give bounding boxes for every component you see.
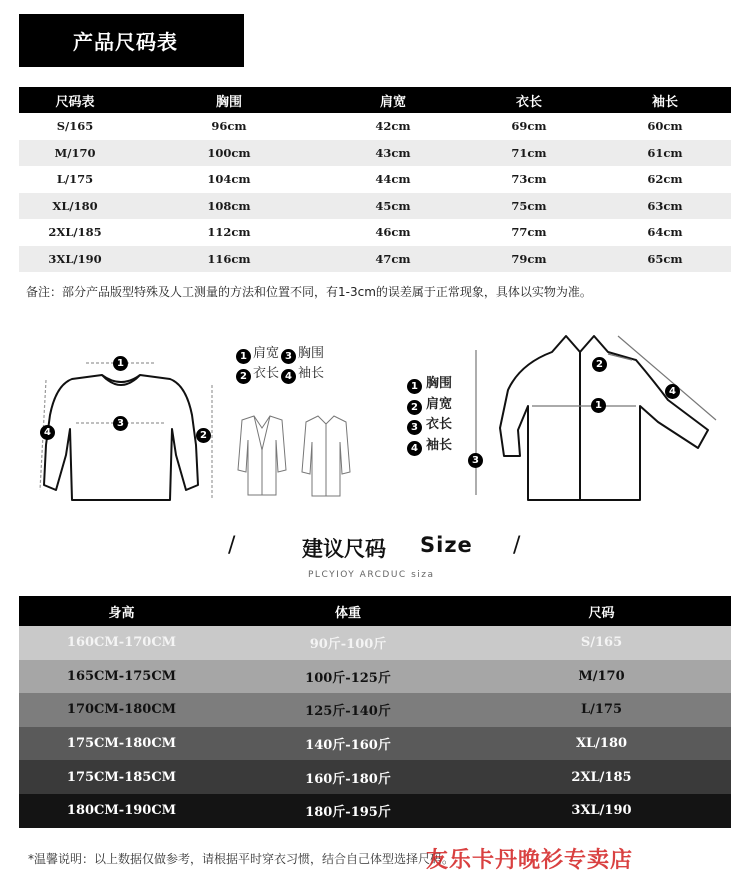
table-row <box>19 660 731 694</box>
cell-length: 79cm <box>511 251 547 266</box>
cell-size: 3XL/190 <box>571 803 632 819</box>
cell-weight: 180斤-195斤 <box>305 805 391 821</box>
page-title: 产品尺码表 <box>19 14 244 67</box>
cell-weight: 140斤-160斤 <box>305 738 391 754</box>
legend-label: 胸围 <box>298 346 325 361</box>
legend-label: 肩宽 <box>253 346 280 361</box>
cell-size: L/175 <box>580 702 623 718</box>
cell-sleeve: 63cm <box>647 198 683 213</box>
measure-legend-left <box>236 344 324 384</box>
table-row <box>19 727 731 761</box>
cell-weight: 90斤-100斤 <box>309 637 387 653</box>
legend-num-icon: 3 <box>407 420 422 435</box>
legend-num-icon: 2 <box>236 369 251 384</box>
legend-label: 衣长 <box>253 366 280 381</box>
legend-label: 胸围 <box>426 376 453 391</box>
header-weight: 体重 <box>334 605 361 621</box>
cell-shoulder: 45cm <box>375 198 411 213</box>
cell-size: XL/180 <box>575 736 628 752</box>
cell-size: S/165 <box>580 635 623 651</box>
shirt-marker-1-icon: 1 <box>591 398 606 413</box>
table-row <box>19 760 731 794</box>
table-row <box>19 626 731 660</box>
table-row <box>19 113 731 140</box>
cell-height: 180CM-190CM <box>66 803 177 819</box>
cell-chest: 108cm <box>207 198 251 213</box>
recommend-table <box>19 596 731 828</box>
cell-chest: 104cm <box>207 172 251 187</box>
jacket-sketches <box>222 410 352 505</box>
cell-length: 69cm <box>511 119 547 134</box>
marker-3-icon: 3 <box>113 416 128 431</box>
divider-slash: / <box>513 533 521 558</box>
cell-shoulder: 46cm <box>375 225 411 240</box>
header-size: 尺码表 <box>55 94 95 110</box>
marker-4-icon: 4 <box>40 425 55 440</box>
marker-1-icon: 1 <box>113 356 128 371</box>
cell-size: S/165 <box>56 119 94 134</box>
recommend-heading <box>0 533 750 563</box>
store-watermark: 友乐卡丹晚衫专卖店 <box>426 847 634 873</box>
sweater-diagram <box>36 345 226 510</box>
cell-height: 175CM-185CM <box>66 769 177 785</box>
shirt-marker-3-icon: 3 <box>468 453 483 468</box>
cell-weight: 160斤-180斤 <box>305 771 391 787</box>
cell-shoulder: 44cm <box>375 172 411 187</box>
legend-num-icon: 4 <box>407 441 422 456</box>
footer-note: *温馨说明：以上数据仅做参考，请根据平时穿衣习惯，结合自己体型选择尺码。 <box>28 852 455 866</box>
recommend-title-en: Size <box>420 533 473 557</box>
cell-sleeve: 61cm <box>647 145 683 160</box>
cell-size: 3XL/190 <box>48 251 102 266</box>
recommend-header <box>19 596 731 626</box>
cell-sleeve: 65cm <box>647 251 683 266</box>
cell-length: 73cm <box>511 172 547 187</box>
shirt-marker-4-icon: 4 <box>665 384 680 399</box>
cell-shoulder: 43cm <box>375 145 411 160</box>
cell-height: 170CM-180CM <box>66 702 177 718</box>
cell-height: 165CM-175CM <box>66 668 177 684</box>
cell-size: 2XL/185 <box>571 769 632 785</box>
cell-size: M/170 <box>578 668 625 684</box>
header-size: 尺码 <box>588 605 615 621</box>
table-row <box>19 140 731 167</box>
measurement-note: 备注：部分产品版型特殊及人工测量的方法和位置不同，有1-3cm的误差属于正常现象，具体以实物为准。 <box>26 285 592 299</box>
legend-num-icon: 3 <box>281 349 296 364</box>
cell-size: 2XL/185 <box>48 225 102 240</box>
table-row <box>19 246 731 273</box>
legend-num-icon: 1 <box>407 379 422 394</box>
cell-weight: 100斤-125斤 <box>305 670 391 686</box>
legend-label: 衣长 <box>426 417 453 432</box>
size-chart-table <box>19 87 731 272</box>
cell-weight: 125斤-140斤 <box>305 704 391 720</box>
header-chest: 胸围 <box>215 94 242 110</box>
cell-chest: 100cm <box>207 145 251 160</box>
cell-length: 71cm <box>511 145 547 160</box>
legend-label: 肩宽 <box>426 396 453 412</box>
table-row <box>19 693 731 727</box>
table-row <box>19 166 731 193</box>
cell-shoulder: 47cm <box>375 251 411 266</box>
header-shoulder: 肩宽 <box>379 94 406 110</box>
table-row <box>19 794 731 828</box>
cell-length: 77cm <box>511 225 547 240</box>
cell-height: 160CM-170CM <box>66 635 177 651</box>
legend-num-icon: 1 <box>236 349 251 364</box>
marker-2-icon: 2 <box>196 428 211 443</box>
cell-size: XL/180 <box>52 198 98 213</box>
legend-label: 袖长 <box>426 437 453 453</box>
cell-sleeve: 60cm <box>647 119 683 134</box>
cell-chest: 96cm <box>211 119 247 134</box>
cell-shoulder: 42cm <box>375 119 411 134</box>
cell-chest: 116cm <box>207 251 251 266</box>
cell-sleeve: 64cm <box>647 225 683 240</box>
shirt-marker-2-icon: 2 <box>592 357 607 372</box>
recommend-title-cn: 建议尺码 <box>302 537 386 561</box>
legend-num-icon: 2 <box>407 400 422 415</box>
legend-label: 袖长 <box>298 366 325 381</box>
legend-num-icon: 4 <box>281 369 296 384</box>
table-row <box>19 219 731 246</box>
cell-chest: 112cm <box>207 225 251 240</box>
cell-height: 175CM-180CM <box>66 736 177 752</box>
cell-sleeve: 62cm <box>647 172 683 187</box>
size-chart-header <box>19 87 731 113</box>
recommend-subtitle: PLCYIOY ARCDUC siza <box>308 570 435 580</box>
cell-size: L/175 <box>56 172 94 187</box>
divider-slash: / <box>228 533 236 558</box>
header-height: 身高 <box>108 605 135 621</box>
measure-legend-right <box>407 374 452 456</box>
header-sleeve: 袖长 <box>651 94 678 110</box>
cell-length: 75cm <box>511 198 547 213</box>
table-row <box>19 193 731 220</box>
cell-size: M/170 <box>54 145 96 160</box>
header-length: 衣长 <box>515 94 542 110</box>
